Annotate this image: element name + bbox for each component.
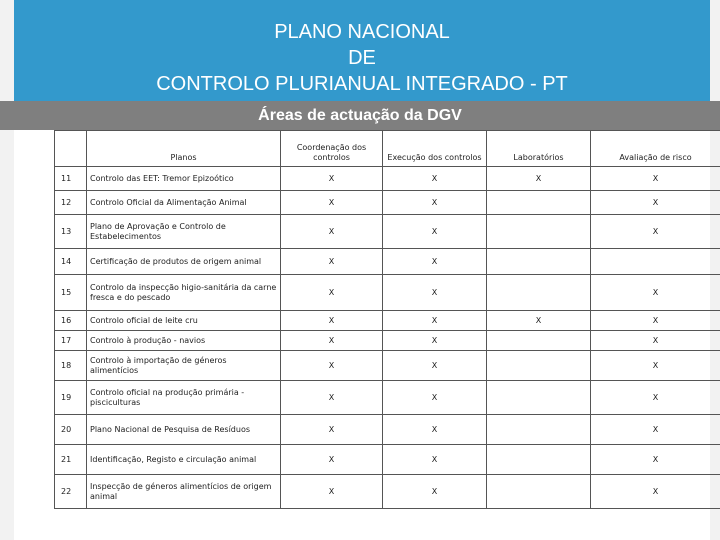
row-lab-mark: X [487, 311, 591, 331]
document-area [14, 130, 710, 540]
table-row [55, 167, 720, 191]
row-number: 22 [55, 475, 87, 509]
row-number: 19 [55, 381, 87, 415]
row-risk-mark: X [591, 275, 720, 311]
header-num [55, 131, 87, 167]
table-row [55, 331, 720, 351]
title-line-2: DE [348, 47, 376, 69]
row-lab-mark [487, 475, 591, 509]
row-risk-mark: X [591, 351, 720, 381]
row-plan: Controlo oficial na produção primária - pisciculturas [87, 381, 281, 415]
row-coord-mark: X [281, 215, 383, 249]
row-number: 12 [55, 191, 87, 215]
row-exec-mark: X [383, 275, 487, 311]
row-exec-mark: X [383, 311, 487, 331]
row-number: 17 [55, 331, 87, 351]
row-risk-mark: X [591, 445, 720, 475]
row-number: 13 [55, 215, 87, 249]
subtitle-bar: Áreas de actuação da DGV [0, 101, 720, 130]
row-plan: Identificação, Registo e circulação animal [87, 445, 281, 475]
header-coordenacao: Coordenação dos controlos [281, 131, 383, 167]
row-number: 15 [55, 275, 87, 311]
row-coord-mark: X [281, 275, 383, 311]
row-exec-mark: X [383, 215, 487, 249]
row-plan: Controlo oficial de leite cru [87, 311, 281, 331]
row-plan: Plano Nacional de Pesquisa de Resíduos [87, 415, 281, 445]
row-plan: Controlo da inspecção higio-sanitária da carne fresca e do pescado [87, 275, 281, 311]
plans-table [54, 130, 720, 509]
header-execucao: Execução dos controlos [383, 131, 487, 167]
row-number: 11 [55, 167, 87, 191]
table-row [55, 215, 720, 249]
table-header-row [55, 131, 720, 167]
table-row [55, 311, 720, 331]
row-exec-mark: X [383, 167, 487, 191]
row-exec-mark: X [383, 249, 487, 275]
table-row [55, 415, 720, 445]
row-number: 14 [55, 249, 87, 275]
row-risk-mark: X [591, 191, 720, 215]
title-line-1: PLANO NACIONAL [274, 21, 450, 43]
row-plan: Controlo Oficial da Alimentação Animal [87, 191, 281, 215]
table-row [55, 275, 720, 311]
row-risk-mark: X [591, 167, 720, 191]
row-number: 18 [55, 351, 87, 381]
header-planos: Planos [87, 131, 281, 167]
row-plan: Controlo à importação de géneros alimentícios [87, 351, 281, 381]
table-row [55, 445, 720, 475]
row-plan: Inspecção de géneros alimentícios de origem animal [87, 475, 281, 509]
header-laboratorios: Laboratórios [487, 131, 591, 167]
row-risk-mark: X [591, 215, 720, 249]
row-plan: Controlo das EET: Tremor Epizoótico [87, 167, 281, 191]
slide-title-box [14, 0, 710, 101]
table-row [55, 351, 720, 381]
row-lab-mark [487, 215, 591, 249]
row-risk-mark: X [591, 475, 720, 509]
row-lab-mark [487, 351, 591, 381]
table-row [55, 191, 720, 215]
row-coord-mark: X [281, 475, 383, 509]
row-risk-mark: X [591, 381, 720, 415]
row-exec-mark: X [383, 191, 487, 215]
row-lab-mark [487, 191, 591, 215]
row-coord-mark: X [281, 167, 383, 191]
row-plan: Certificação de produtos de origem animal [87, 249, 281, 275]
row-exec-mark: X [383, 415, 487, 445]
row-lab-mark: X [487, 167, 591, 191]
row-coord-mark: X [281, 351, 383, 381]
row-coord-mark: X [281, 191, 383, 215]
row-coord-mark: X [281, 381, 383, 415]
table-row [55, 475, 720, 509]
table-row [55, 381, 720, 415]
row-exec-mark: X [383, 331, 487, 351]
row-exec-mark: X [383, 445, 487, 475]
row-risk-mark: X [591, 415, 720, 445]
row-number: 20 [55, 415, 87, 445]
row-risk-mark: X [591, 311, 720, 331]
row-lab-mark [487, 249, 591, 275]
row-exec-mark: X [383, 475, 487, 509]
row-plan: Plano de Aprovação e Controlo de Estabelecimentos [87, 215, 281, 249]
row-coord-mark: X [281, 415, 383, 445]
header-avaliacao: Avaliação de risco [591, 131, 720, 167]
row-risk-mark [591, 249, 720, 275]
row-lab-mark [487, 415, 591, 445]
row-lab-mark [487, 445, 591, 475]
row-coord-mark: X [281, 311, 383, 331]
row-exec-mark: X [383, 351, 487, 381]
row-coord-mark: X [281, 331, 383, 351]
table-row [55, 249, 720, 275]
row-lab-mark [487, 381, 591, 415]
row-lab-mark [487, 331, 591, 351]
row-coord-mark: X [281, 249, 383, 275]
row-number: 21 [55, 445, 87, 475]
row-number: 16 [55, 311, 87, 331]
title-line-3: CONTROLO PLURIANUAL INTEGRADO - PT [156, 73, 568, 95]
row-plan: Controlo à produção - navios [87, 331, 281, 351]
row-risk-mark: X [591, 331, 720, 351]
row-exec-mark: X [383, 381, 487, 415]
row-lab-mark [487, 275, 591, 311]
row-coord-mark: X [281, 445, 383, 475]
